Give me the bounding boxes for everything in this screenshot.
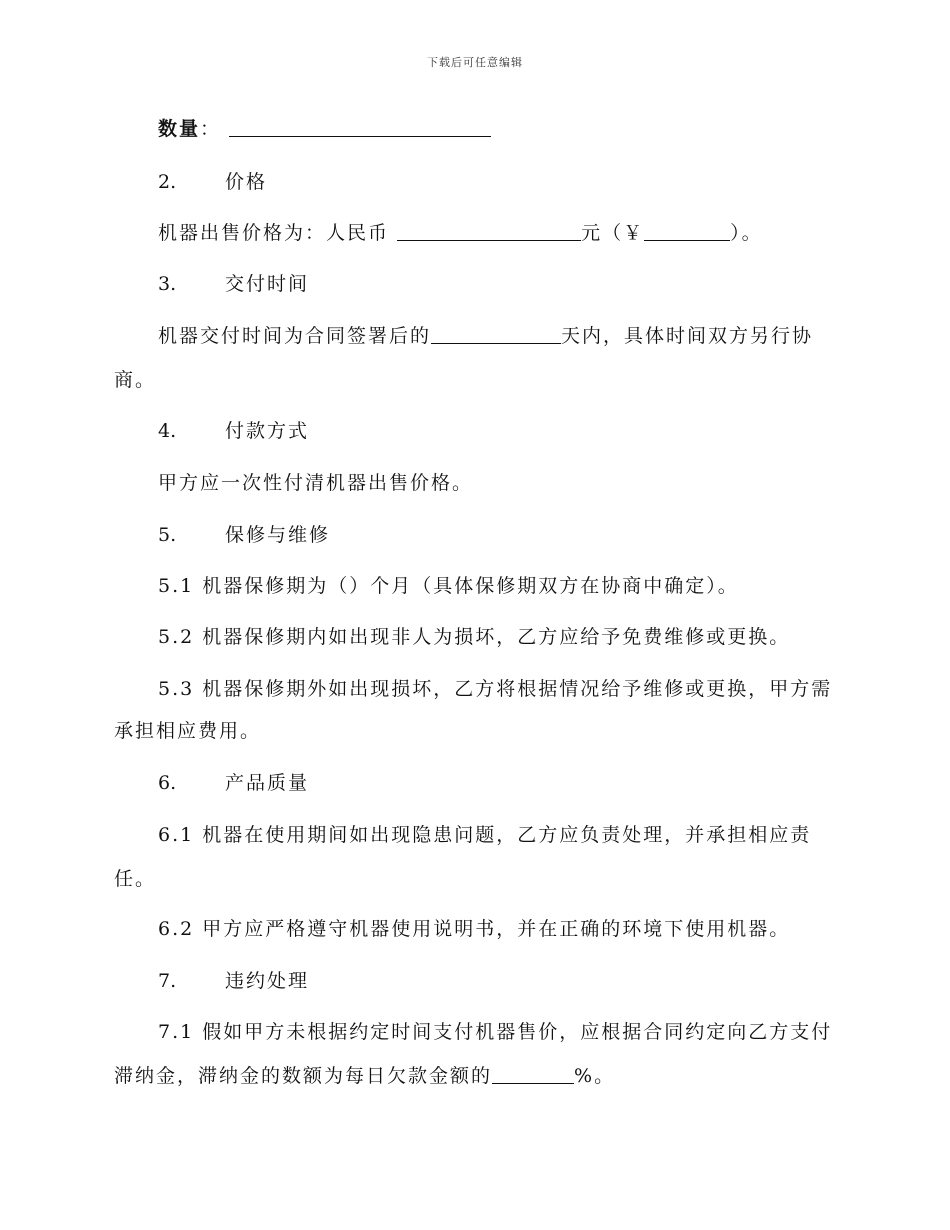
quantity-label: 数量 — [158, 118, 201, 140]
clause-7-1-suffix: %。 — [574, 1065, 616, 1087]
price-mid: 元（￥ — [581, 222, 645, 244]
section-6-heading — [158, 768, 309, 795]
clause-6-2: 6.2 甲方应严格遵守机器使用说明书，并在正确的环境下使用机器。 — [158, 918, 791, 940]
section-5-number: 5. — [158, 524, 177, 546]
page-header: 下载后可任意编辑 — [427, 56, 523, 69]
section-2-heading — [158, 167, 267, 194]
delivery-suffix: 天内，具体时间双方另行协 — [561, 325, 814, 347]
clause-7-1-prefix: 滞纳金，滞纳金的数额为每日欠款金额的 — [114, 1065, 493, 1087]
clause-7-1-line1: 7.1 假如甲方未根据约定时间支付机器售价，应根据合同约定向乙方支付 — [158, 1021, 833, 1043]
quantity-colon: ： — [200, 118, 222, 140]
section-4-number: 4. — [158, 420, 177, 442]
section-3-number: 3. — [158, 273, 177, 295]
price-line — [158, 218, 763, 245]
section-6-number: 6. — [158, 772, 177, 794]
clause-7-1-line2 — [114, 1061, 615, 1088]
delivery-line — [158, 321, 813, 348]
section-4-heading — [158, 416, 309, 443]
clause-6-1-line2: 任。 — [114, 868, 157, 890]
section-3-heading — [158, 269, 309, 296]
quantity-line — [158, 114, 491, 141]
section-2-title: 价格 — [225, 171, 268, 193]
price-blank-yen — [644, 222, 730, 241]
section-3-title: 交付时间 — [225, 273, 310, 295]
late-fee-blank — [492, 1065, 574, 1084]
delivery-blank — [431, 325, 561, 344]
delivery-prefix: 机器交付时间为合同签署后的 — [158, 325, 432, 347]
section-7-heading — [158, 966, 309, 993]
quantity-blank — [229, 118, 491, 137]
section-7-number: 7. — [158, 970, 177, 992]
section-5-title: 保修与维修 — [225, 524, 331, 546]
section-6-title: 产品质量 — [225, 772, 310, 794]
section-5-heading — [158, 520, 330, 547]
clause-5-3-line2: 承担相应费用。 — [114, 720, 262, 742]
price-prefix: 机器出售价格为：人民币 — [158, 222, 390, 244]
section-4-title: 付款方式 — [225, 420, 310, 442]
price-blank-rmb — [397, 222, 581, 241]
clause-5-2: 5.2 机器保修期内如出现非人为损坏，乙方应给予免费维修或更换。 — [158, 626, 791, 648]
section-7-title: 违约处理 — [225, 970, 310, 992]
payment-line: 甲方应一次性付清机器出售价格。 — [158, 472, 474, 494]
section-2-number: 2. — [158, 171, 177, 193]
price-suffix: ）。 — [730, 222, 763, 244]
clause-5-3-line1: 5.3 机器保修期外如出现损坏，乙方将根据情况给予维修或更换，甲方需 — [158, 678, 833, 700]
delivery-line-cont: 商。 — [114, 369, 157, 391]
clause-5-1: 5.1 机器保修期为（）个月（具体保修期双方在协商中确定）。 — [158, 575, 739, 597]
clause-6-1-line1: 6.1 机器在使用期间如出现隐患问题，乙方应负责处理，并承担相应责 — [158, 824, 812, 846]
